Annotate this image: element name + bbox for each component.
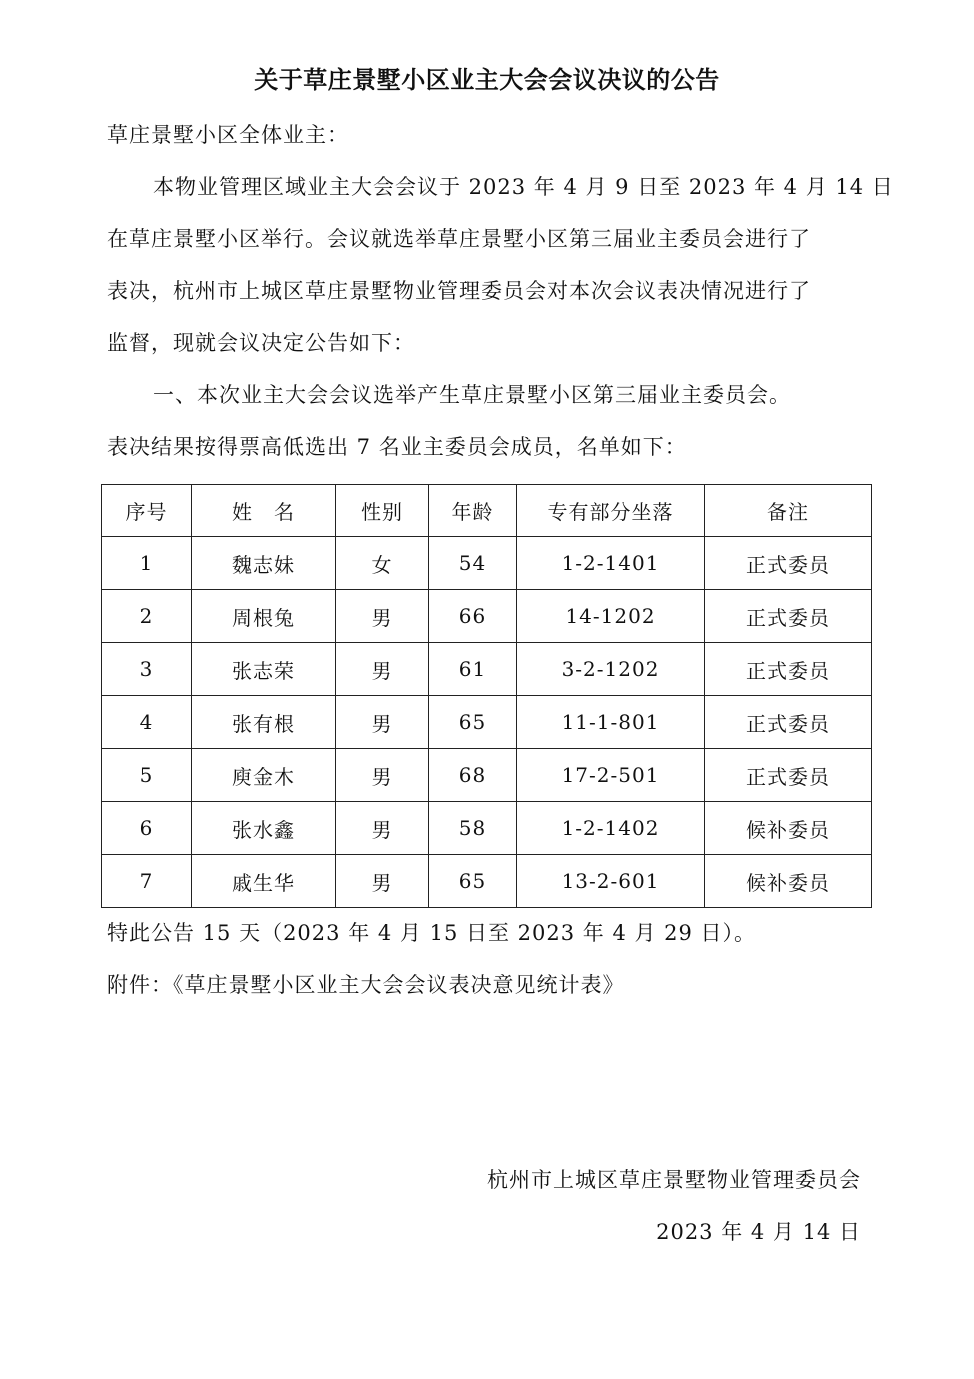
table-row [102, 537, 872, 590]
attachment-line: 附件：《草庄景墅小区业主大会会议表决意见统计表》 [107, 973, 625, 997]
body-line-4: 监督，现就会议决定公告如下： [107, 331, 415, 355]
cell-name: 戚生华 [192, 855, 336, 908]
cell-index: 4 [102, 696, 192, 749]
cell-gender: 男 [336, 802, 429, 855]
table-row [102, 590, 872, 643]
header-age: 年龄 [429, 485, 517, 537]
table-row [102, 855, 872, 908]
cell-age: 54 [429, 537, 517, 590]
header-name: 姓 名 [192, 485, 336, 537]
cell-gender: 男 [336, 749, 429, 802]
cell-name: 魏志妹 [192, 537, 336, 590]
header-unit: 专有部分坐落 [517, 485, 705, 537]
body-line-2: 在草庄景墅小区举行。会议就选举草庄景墅小区第三届业主委员会进行了 [107, 227, 811, 251]
header-gender: 性别 [336, 485, 429, 537]
cell-gender: 男 [336, 643, 429, 696]
cell-unit: 3-2-1202 [517, 643, 705, 696]
item-1-line-1: 一、本次业主大会会议选举产生草庄景墅小区第三届业主委员会。 [153, 383, 791, 407]
cell-age: 65 [429, 696, 517, 749]
cell-age: 61 [429, 643, 517, 696]
signature-org: 杭州市上城区草庄景墅物业管理委员会 [487, 1168, 861, 1192]
cell-remark: 正式委员 [705, 643, 872, 696]
cell-unit: 13-2-601 [517, 855, 705, 908]
cell-remark: 正式委员 [705, 537, 872, 590]
cell-remark: 正式委员 [705, 696, 872, 749]
cell-index: 1 [102, 537, 192, 590]
table-row [102, 749, 872, 802]
table-header-row [102, 485, 872, 537]
header-index: 序号 [102, 485, 192, 537]
cell-age: 65 [429, 855, 517, 908]
cell-index: 6 [102, 802, 192, 855]
cell-name: 张水鑫 [192, 802, 336, 855]
cell-gender: 男 [336, 855, 429, 908]
cell-name: 庾金木 [192, 749, 336, 802]
cell-remark: 正式委员 [705, 749, 872, 802]
cell-index: 3 [102, 643, 192, 696]
cell-name: 周根兔 [192, 590, 336, 643]
cell-unit: 17-2-501 [517, 749, 705, 802]
notice-period: 特此公告 15 天（2023 年 4 月 15 日至 2023 年 4 月 29 日）。 [107, 921, 757, 945]
table-row [102, 643, 872, 696]
cell-age: 66 [429, 590, 517, 643]
cell-remark: 候补委员 [705, 802, 872, 855]
cell-gender: 男 [336, 696, 429, 749]
table-row [102, 696, 872, 749]
cell-name: 张有根 [192, 696, 336, 749]
cell-gender: 女 [336, 537, 429, 590]
item-1-line-2: 表决结果按得票高低选出 7 名业主委员会成员，名单如下： [107, 435, 687, 459]
body-line-1: 本物业管理区域业主大会会议于 2023 年 4 月 9 日至 2023 年 4 月 14 日 [153, 175, 894, 199]
cell-index: 7 [102, 855, 192, 908]
signature-date: 2023 年 4 月 14 日 [656, 1220, 861, 1244]
notice-title: 关于草庄景墅小区业主大会会议决议的公告 [254, 66, 720, 94]
cell-index: 2 [102, 590, 192, 643]
table-row [102, 802, 872, 855]
cell-unit: 1-2-1401 [517, 537, 705, 590]
cell-unit: 14-1202 [517, 590, 705, 643]
header-remark: 备注 [705, 485, 872, 537]
cell-age: 58 [429, 802, 517, 855]
body-line-3: 表决，杭州市上城区草庄景墅物业管理委员会对本次会议表决情况进行了 [107, 279, 811, 303]
cell-unit: 1-2-1402 [517, 802, 705, 855]
cell-index: 5 [102, 749, 192, 802]
cell-age: 68 [429, 749, 517, 802]
cell-remark: 候补委员 [705, 855, 872, 908]
cell-unit: 11-1-801 [517, 696, 705, 749]
committee-members-table [101, 484, 872, 908]
cell-gender: 男 [336, 590, 429, 643]
cell-name: 张志荣 [192, 643, 336, 696]
salutation: 草庄景墅小区全体业主： [107, 123, 349, 147]
cell-remark: 正式委员 [705, 590, 872, 643]
